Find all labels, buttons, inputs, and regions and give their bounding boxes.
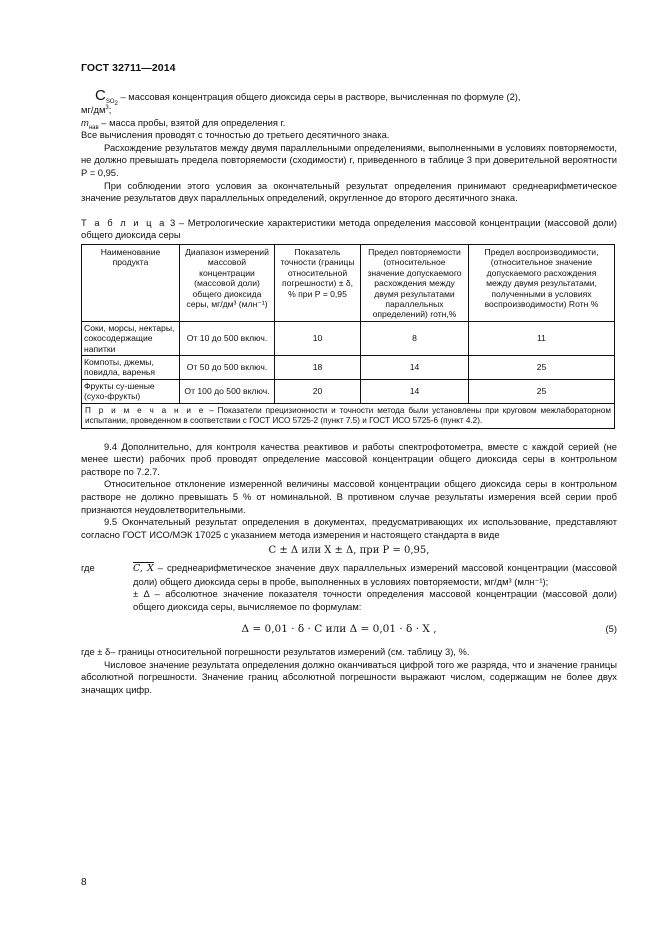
cell-product: Компоты, джемы, повидла, варенья bbox=[82, 356, 180, 380]
header-range: Диапазон измерений массовой концентрации (массовой доли) общего диоксида серы, мг/дм³ (млн⁻¹) bbox=[180, 245, 275, 322]
table-caption bbox=[81, 217, 617, 242]
equation-5 bbox=[81, 623, 617, 636]
cell-R: 25 bbox=[469, 356, 615, 380]
paragraph-where-delta: где ± δ– границы относительной погрешности результатов измерений (см. таблицу 3), %. bbox=[81, 646, 470, 657]
table-row bbox=[82, 356, 615, 380]
c-unit-sup: 3 bbox=[105, 104, 109, 111]
where-description: – среднеарифметическое значение двух параллельных измерений массовой концентрации (массовой доли) общего диоксида серы в пробе, выполненных в условиях повторяемости, мг/дм³ (млн⁻¹); bbox=[133, 562, 617, 587]
m-symbol: m bbox=[81, 116, 89, 128]
cell-range: От 10 до 500 включ. bbox=[180, 321, 275, 355]
table-note-row bbox=[82, 403, 615, 428]
c-symbol: С bbox=[95, 87, 106, 104]
cell-product: Фрукты су-шеные (сухо-фрукты) bbox=[82, 379, 180, 403]
equation-5-number: (5) bbox=[605, 623, 617, 635]
cell-delta: 20 bbox=[275, 379, 361, 403]
header-product: Наименование продукта bbox=[82, 245, 180, 322]
c-unit: мг/дм bbox=[81, 104, 106, 116]
cell-R: 11 bbox=[469, 321, 615, 355]
cell-range: От 100 до 500 включ. bbox=[180, 379, 275, 403]
cell-R: 25 bbox=[469, 379, 615, 403]
where-variables: C, X bbox=[133, 563, 154, 575]
c-description: – массовая концентрация общего диоксида серы в растворе, вычисленная по формуле (2), bbox=[117, 91, 521, 102]
paragraph-9-4: 9.4 Дополнительно, для контроля качества реактивов и работы спектрофотометра, вместе с каждой серией (не менее шести) рабочих проб проводят определение массовой концентрации общего диоксида серы в контрольном растворе по 7.2.7. bbox=[81, 440, 617, 477]
c-unit-end: ; bbox=[108, 104, 112, 116]
paragraph-rounding: Числовое значение результата определения должно оканчиваться цифрой того же разряда, что и значение границы абсолютной погрешности. Значение границ абсолютной погрешности выражают числом, содержащим не более двух значащих цифр. bbox=[81, 658, 617, 695]
cell-delta: 10 bbox=[275, 321, 361, 355]
cell-r: 14 bbox=[361, 356, 469, 380]
c-subscript-2: 2 bbox=[114, 101, 118, 108]
table-note bbox=[82, 403, 615, 428]
where-label: где bbox=[81, 562, 95, 574]
page-number: 8 bbox=[81, 877, 87, 888]
paragraph-precision: Все вычисления проводят с точностью до третьего десятичного знака. bbox=[81, 129, 390, 141]
table-note-label: П р и м е ч а н и е bbox=[85, 405, 206, 415]
table-caption-text: 3 – Метрологические характеристики метода определения массовой концентрации (массовой доли) общего диоксида серы bbox=[81, 216, 618, 241]
where-block bbox=[81, 562, 617, 613]
formula-result-form: C ± Δ или X ± Δ, при P = 0,95, bbox=[268, 545, 430, 557]
table-row bbox=[82, 321, 615, 355]
table-header-row bbox=[82, 245, 615, 322]
m-description: – масса пробы, взятой для определения г. bbox=[98, 116, 286, 128]
paragraph-repeatability: Расхождение результатов между двумя параллельными определениями, выполненными в условиях повторяемости, не должно превышать предела повторяемости (сходимости) r, приведенного в таблице 3 при доверительной вероятности P = 0,95. bbox=[81, 141, 617, 179]
c-subscript: SO bbox=[105, 98, 115, 105]
m-subscript: нав bbox=[88, 124, 99, 131]
cell-range: От 50 до 500 включ. bbox=[180, 356, 275, 380]
table-note-text: – Показатели прецизионности и точности метода были установлены при круговом межлабораторном испытании, проведенном в соответствии с ГОСТ ИСО 5725-2 (пункт 7.5) и ГОСТ ИСО 5725-6 (пункт 4.2). bbox=[85, 405, 611, 425]
delta-description: ± Δ – абсолютное значение показателя точности определения массовой концентрации (массовой доли) общего диоксида серы, вычисляемое по формулам: bbox=[133, 588, 617, 612]
cell-r: 14 bbox=[361, 379, 469, 403]
header-accuracy: Показатель точности (границы относительной погрешности) ± δ, % при P = 0,95 bbox=[275, 245, 361, 322]
document-header: ГОСТ 32711—2014 bbox=[81, 62, 176, 74]
def-c-concentration bbox=[81, 89, 617, 117]
equation-5-body: Δ = 0,01 · δ · C или Δ = 0,01 · δ · X , bbox=[241, 623, 437, 636]
header-reproducibility: Предел воспроизводимости, (относительное значение допускаемого расхождения между двумя результатами, полученными в условиях воспроизводимости) Rотн % bbox=[469, 245, 615, 322]
table-caption-label: Т а б л и ц а bbox=[81, 216, 167, 228]
header-repeatability: Предел повторяемости (относительное значение допускаемого расхождения между двумя результатами параллельных определений) rотн,% bbox=[361, 245, 469, 322]
cell-product: Соки, морсы, нектары, сокосодержащие напитки bbox=[82, 321, 180, 355]
def-m-mass bbox=[81, 117, 617, 130]
paragraph-9-4-deviation: Относительное отклонение измеренной величины массовой концентрации общего диоксида серы в контрольном растворе не должно превышать 5 % от номинальной. В противном случае результаты измерения всей серии проб признаются неудовлетворительными. bbox=[81, 478, 617, 515]
cell-delta: 18 bbox=[275, 356, 361, 380]
where-body bbox=[133, 562, 617, 613]
table-row bbox=[82, 379, 615, 403]
cell-r: 8 bbox=[361, 321, 469, 355]
paragraph-9-5: 9.5 Окончательный результат определения в документах, предусматривающих их использование, представляют согласно ГОСТ ИСО/МЭК 17025 с указанием метода измерения и настоящего стандарта в виде bbox=[81, 516, 617, 540]
document-body bbox=[81, 89, 617, 696]
paragraph-final-result: При соблюдении этого условия за окончательный результат определения принимают среднеарифметическое значение результатов двух параллельных определений, округленное до второго десятичного знака. bbox=[81, 179, 617, 204]
metrology-table bbox=[81, 244, 615, 429]
